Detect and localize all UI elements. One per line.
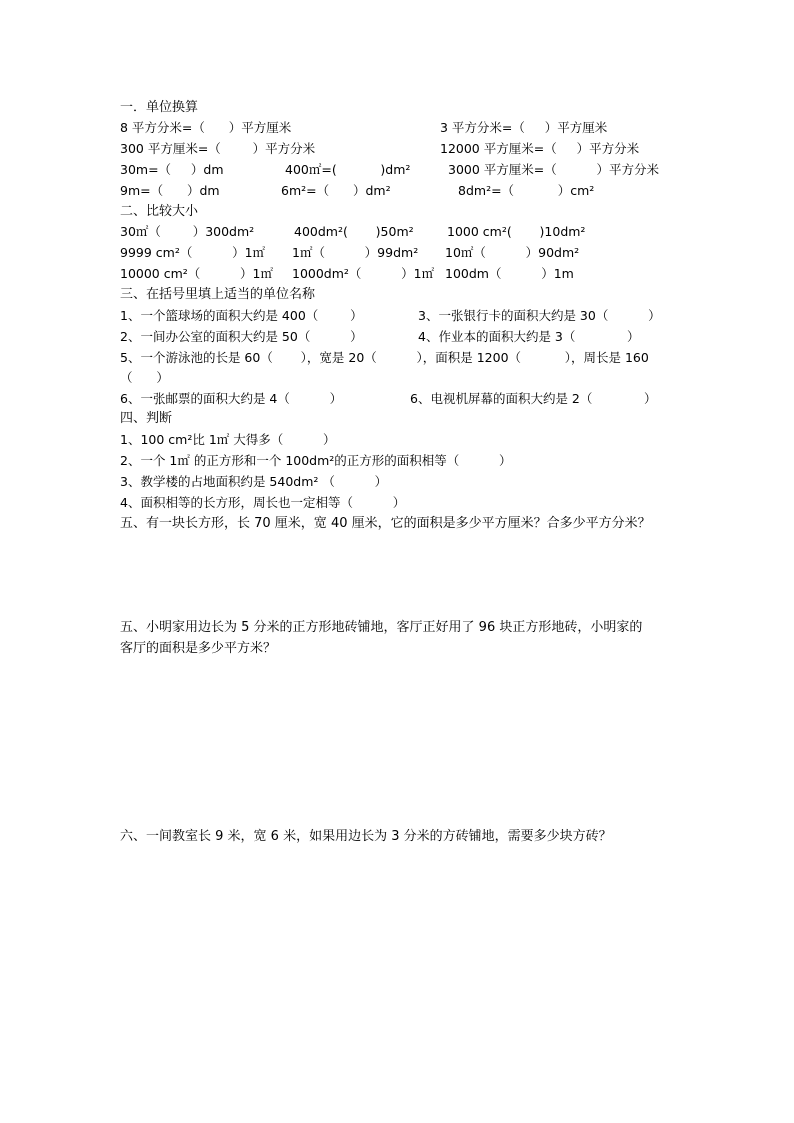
s2-item-6: 10㎡（ ）90dm²: [445, 245, 580, 260]
s1-item-2: 3 平方分米=（ ）平方厘米: [440, 120, 608, 135]
s2-item-3: 1000 cm²( )10dm²: [447, 224, 586, 239]
s4-item-4: 4、面积相等的长方形，周长也一定相等（ ）: [120, 495, 406, 510]
s3-item-6a: 6、一张邮票的面积大约是 4（ ）: [120, 391, 343, 406]
s3-item-5-cont: （ ）: [120, 370, 169, 385]
s2-item-8: 1000dm²（ ）1㎡: [292, 266, 435, 281]
s2-item-7: 10000 cm²（ ）1㎡: [120, 266, 273, 281]
s3-item-5: 5、一个游泳池的长是 60（ ），宽是 20（ ），面积是 1200（ ），周长是 160: [120, 350, 649, 365]
s2-item-2: 400dm²( )50m²: [294, 224, 414, 239]
problem-rectangle: 五、有一块长方形，长 70 厘米，宽 40 厘米，它的面积是多少平方厘米？合多少平方分米？: [120, 516, 651, 531]
s1-item-10: 8dm²=（ ）cm²: [458, 183, 595, 198]
s3-item-6b: 6、电视机屏幕的面积大约是 2（ ）: [410, 391, 657, 406]
s2-item-9: 100dm（ ）1m: [445, 266, 574, 281]
s2-item-4: 9999 cm²（ ）1㎡: [120, 245, 266, 260]
s4-item-1: 1、100 cm²比 1㎡ 大得多（ ）: [120, 432, 336, 447]
s1-item-5: 30m=（ ）dm: [120, 162, 224, 177]
s3-item-4: 4、作业本的面积大约是 3（ ）: [418, 329, 640, 344]
problem-floor-tiles-line1: 五、小明家用边长为 5 分米的正方形地砖铺地，客厅正好用了 96 块正方形地砖，小明家的: [120, 620, 643, 635]
section2-heading: 二、比较大小: [120, 204, 199, 219]
s1-item-7: 3000 平方厘米=（ ）平方分米: [448, 162, 659, 177]
problem-classroom: 六、一间教室长 9 米，宽 6 米，如果用边长为 3 分米的方砖铺地，需要多少块方砖？: [120, 829, 612, 844]
s3-item-3: 3、一张银行卡的面积大约是 30（ ）: [418, 308, 661, 323]
s1-item-1: 8 平方分米=（ ）平方厘米: [120, 120, 292, 135]
s2-item-1: 30㎡（ ）300dm²: [120, 224, 255, 239]
s1-item-9: 6m²=（ ）dm²: [281, 183, 391, 198]
section4-heading: 四、判断: [120, 411, 173, 426]
section1-heading: 一．单位换算: [120, 100, 199, 115]
s1-item-8: 9m=（ ）dm: [120, 183, 220, 198]
s3-item-1: 1、一个篮球场的面积大约是 400（ ）: [120, 308, 363, 323]
s1-item-3: 300 平方厘米=（ ）平方分米: [120, 141, 316, 156]
s4-item-3: 3、教学楼的占地面积约是 540dm² （ ）: [120, 474, 388, 489]
s4-item-2: 2、一个 1㎡ 的正方形和一个 100dm²的正方形的面积相等（ ）: [120, 453, 512, 468]
s1-item-6: 400㎡=( )dm²: [285, 162, 411, 177]
s2-item-5: 1㎡（ ）99dm²: [292, 245, 419, 260]
s3-item-2: 2、一间办公室的面积大约是 50（ ）: [120, 329, 363, 344]
problem-floor-tiles-line2: 客厅的面积是多少平方米？: [120, 641, 277, 656]
s1-item-4: 12000 平方厘米=（ ）平方分米: [440, 141, 640, 156]
section3-heading: 三、在括号里填上适当的单位名称: [120, 287, 316, 302]
